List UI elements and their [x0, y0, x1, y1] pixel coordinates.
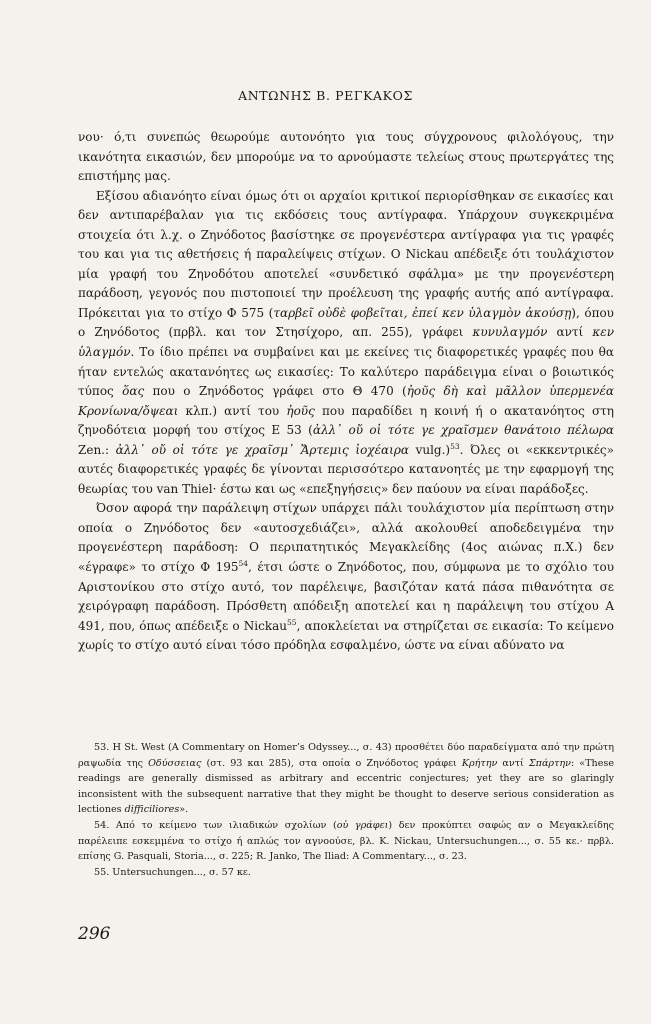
text-run: 53. Η St. West (A Commentary on Homer’s Odyssey..., σ. 43) προσθέτει δύο παραδείγματα από την πρώτη ραψωδία της — [78, 742, 614, 769]
paragraph-1: νου· ό,τι συνεπώς θεωρούμε αυτονόητο για τους σύγχρονους φιλολόγους, την ικανότητα εικασιών, δεν μπορούμε να το αρνούμαστε τελείως στους πρωτεργάτες της επιστήμης μας. — [78, 130, 614, 184]
italic-run: Οδύσσειας — [148, 757, 202, 769]
footnotes — [78, 740, 614, 880]
italic-run: οὐ γράφει — [336, 819, 389, 831]
greek-quotation: ἠοῦς — [286, 403, 315, 418]
footnote-55: 55. Untersuchungen..., σ. 57 κε. — [94, 866, 251, 878]
paragraph-2 — [78, 187, 614, 500]
text-run: vulg.) — [408, 442, 451, 457]
footnote-54 — [78, 818, 614, 865]
footnote-ref-53[interactable]: 53 — [450, 441, 460, 451]
footnote-ref-54[interactable]: 54 — [238, 559, 249, 569]
main-text — [78, 128, 614, 656]
text-run: αντί — [497, 757, 529, 769]
text-run: : «These readings are generally dismissed as arbitrary and eccentric conjectures; yet they are so glaringly inconsistent with the subsequent narrative that they might be thought to deserve serious consideration as lectiones — [78, 757, 614, 816]
text-run: ) δεν προκύπτει σαφώς αν ο Μεγακλείδης παρέλειπε εσκεμμένα το στίχο ή απλώς τον αγνοούσε, βλ. K. Nickau, Untersuchungen..., σ. 55 κε.· πρβλ. επίσης G. Pasquali, Storia..., σ. 225; R. Janko, The Iliad: A Commentary..., σ. 23. — [78, 819, 614, 863]
text-run: Όσον αφορά την παράλειψη στίχων υπάρχει πάλι τουλάχιστον μία περίπτωση στην οποία ο Ζηνόδοτος δεν «αυτοσχεδιάζει», αλλά ακολουθεί αποδεδειγμένα την προγενέστερη παράδοση: Ο περιπατητικός Μεγακλείδης (4ος αιώνας π.Χ.) δεν «έγραφε» το στίχο Φ 195 — [78, 501, 614, 575]
italic-run: Σπάρτην — [528, 757, 571, 769]
paragraph-3 — [78, 499, 614, 655]
text-run: (στ. 93 και 285), στα οποία ο Ζηνόδοτος γράφει — [201, 757, 462, 769]
text-run: . Το ίδιο πρέπει να συμβαίνει και με εκείνες τις διαφορετικές γραφές που θα ήταν εντελώς ακατανόητες ως εικασίες: Το καλύτερο παράδειγμα είναι ο βοιωτικός τύπος — [78, 345, 614, 399]
text-run: . Όλες οι «εκκεντρικές» αυτές διαφορετικές γραφές δε γίνονται περισσότερο κατανοητές με την εφαρμογή της θεωρίας του van Thiel· έστω και ως «επεξηγήσεις» δεν παύουν να είναι παράδοξες. — [78, 442, 614, 496]
text-run: ». — [179, 804, 189, 816]
text-run: , έτσι ώστε ο Ζηνόδοτος, που, σύμφωνα με το σχόλιο του Αριστονίκου στο στίχο αυτό, τον παρέλειψε, βασιζόταν κατά πάσα πιθανότητα σε χειρόγραφη παράδοση. Πρόσθετη απόδειξη αποτελεί και η παράλειψη του στίχου Α 491, που, όπως απέδειξε ο Nickau — [78, 560, 614, 633]
greek-quotation: κυνυλαγμόν — [472, 325, 548, 340]
greek-quotation: ταρβεῖ οὐδὲ φοβεῖται, ἐπεί κεν ὑλαγμὸν ἀκούσῃ — [273, 305, 572, 320]
text-run: που παραδίδει η κοινή ή ο ακατανόητος στη ζηνοδότεια μορφή του στίχος Ε 53 ( — [78, 403, 614, 438]
page-number: 296 — [78, 924, 111, 944]
greek-quotation: ἀλλ᾽ οὔ οἱ τότε γε χραῖσμ᾽ Ἄρτεμις ἰοχέαιρα — [115, 442, 409, 457]
footnote-53 — [78, 740, 614, 818]
greek-quotation: ὅας — [122, 384, 145, 399]
greek-quotation: κεν ὑλαγμόν — [78, 325, 614, 360]
italic-run: difficiliores — [124, 804, 180, 816]
text-run: κλπ.) αντί του — [178, 403, 287, 418]
text-run: Zen.: — [78, 442, 116, 457]
greek-quotation: ἀλλ᾽ οὔ οἱ τότε γε χραῖσμεν θανάτοιο πέλωρα — [312, 423, 614, 438]
text-run: Εξίσου αδιανόητο είναι όμως ότι οι αρχαίοι κριτικοί περιορίσθηκαν σε εικασίες και δεν αντιπαρέβαλαν για τις εκδόσεις τους αντίγραφα. Υπάρχουν συγκεκριμένα στοιχεία ότι λ.χ. ο Ζηνόδοτος βασίστηκε σε προγενέστερα αντίγραφα για τις γραφές του και για τις αθετήσεις ή παραλείψεις στίχων. Ο Nickau απέδειξε ότι τουλάχιστον μία γραφή του Ζηνοδότου αποτελεί «συνδετικό σφάλμα» με την προγενέστερη παράδοση, γεγονός που πιστοποιεί την προέλευση της γραφής αυτής από αντίγραφα. Πρόκειται για το στίχο Φ 575 ( — [78, 188, 614, 320]
text-run: ), όπου ο Ζηνόδοτος (πρβλ. και τον Στησίχορο, απ. 255), γράφει — [78, 305, 614, 340]
text-run: που ο Ζηνόδοτος γράφει στο Θ 470 ( — [144, 384, 407, 399]
text-run: 54. Από το κείμενο των ιλιαδικών σχολίων ( — [94, 819, 337, 831]
footnote-ref-55[interactable]: 55 — [287, 617, 297, 627]
running-head: ΑΝΤΩΝΗΣ Β. ΡΕΓΚΑΚΟΣ — [238, 88, 413, 103]
italic-run: Κρήτην — [461, 757, 498, 769]
greek-quotation: ἠοῦς δὴ καὶ μᾶλλον ὑπερμενέα Κρονίωνα/ὄψεαι — [78, 384, 614, 418]
text-run: , αποκλείεται να στηρίζεται σε εικασία: Το κείμενο χωρίς το στίχο αυτό είναι τόσο πρόδηλα εσφαλμένο, ώστε να είναι αδύνατο να — [78, 618, 614, 653]
text-run: αντί — [547, 325, 593, 340]
